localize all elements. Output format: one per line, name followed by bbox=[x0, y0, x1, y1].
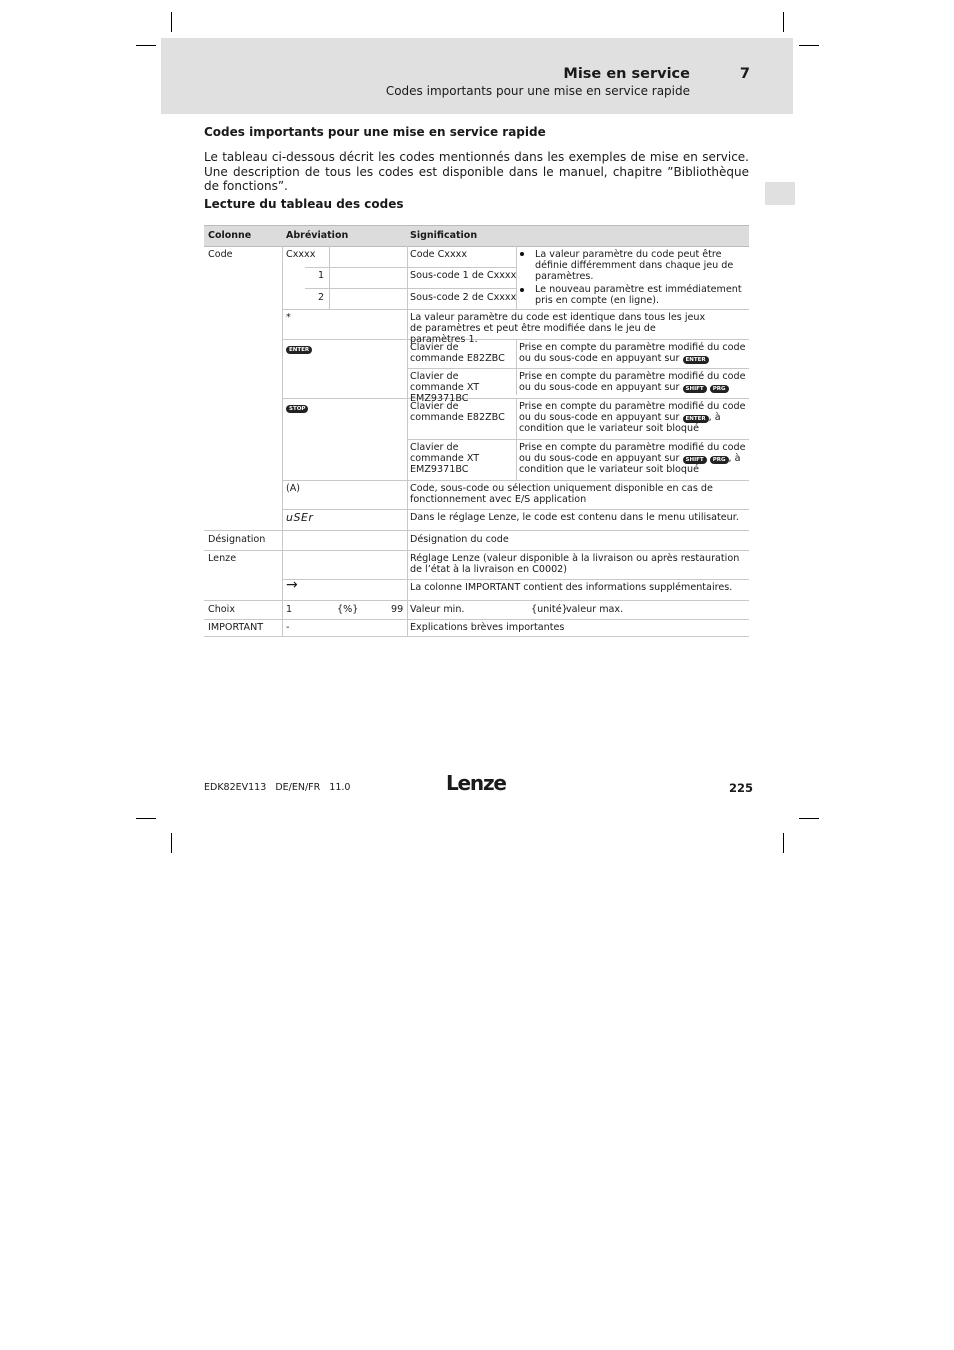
keypad-e82zbc: Clavier de commande E82ZBC bbox=[410, 401, 505, 423]
shift-key-icon: SHIFT bbox=[683, 456, 707, 464]
row-label-lenze: Lenze bbox=[208, 553, 237, 564]
star-description: La valeur paramètre du code est identique dans tous les jeux de paramètres et peut être modifiée dans le jeu de paramètres 1. bbox=[410, 312, 706, 345]
page-number: 225 bbox=[729, 781, 754, 795]
abbr-star: * bbox=[286, 312, 291, 323]
intro-paragraph: Le tableau ci-dessous décrit les codes mentionnés dans les exemples de mise en service. Une description de tous les codes est disponible dans le manuel, chapitre ”Bibliothèque de fonctions”. bbox=[204, 150, 749, 193]
important-description: Explications brèves importantes bbox=[410, 622, 565, 633]
crop-mark bbox=[171, 12, 172, 32]
abbr-cxxxx: Cxxxx bbox=[286, 249, 316, 260]
arrow-description: La colonne IMPORTANT contient des informations supplémentaires. bbox=[410, 582, 733, 593]
row-label-code: Code bbox=[208, 249, 233, 260]
section-heading: Codes importants pour une mise en service rapide bbox=[204, 125, 546, 139]
crop-mark bbox=[783, 12, 784, 32]
page-title: Mise en service bbox=[563, 66, 690, 82]
a-description: Code, sous-code ou sélection uniquement disponible en cas de fonctionnement avec E/S application bbox=[410, 483, 713, 505]
bullet-text: La valeur paramètre du code peut être définie différemment dans chaque jeu de paramètres. bbox=[535, 249, 734, 282]
stop-e82-description: Prise en compte du paramètre modifié du code ou du sous-code en appuyant sur ENTER , à condition que le variateur soit bloqué bbox=[519, 401, 746, 434]
page-header bbox=[161, 38, 793, 114]
arrow-icon: → bbox=[286, 577, 298, 593]
stop-xt-description: Prise en compte du paramètre modifié du code ou du sous-code en appuyant sur SHIFT PRG , à condition que le variateur soit bloqué bbox=[519, 442, 746, 475]
abbr-user: uSEr bbox=[286, 511, 314, 524]
sig-code: Code Cxxxx bbox=[410, 249, 468, 260]
keypad-xt: Clavier de commande XT EMZ9371BC bbox=[410, 442, 480, 475]
header-colonne: Colonne bbox=[208, 230, 252, 241]
lenze-logo: Lenze bbox=[446, 771, 506, 795]
enter-key-icon: ENTER bbox=[683, 415, 709, 423]
crop-mark bbox=[136, 818, 156, 819]
shift-key-icon: SHIFT bbox=[683, 385, 707, 393]
choix-max-label: valeur max. bbox=[566, 604, 624, 615]
crop-mark bbox=[783, 833, 784, 853]
enter-key-icon: ENTER bbox=[286, 343, 312, 354]
enter-e82-description: Prise en compte du paramètre modifié du code ou du sous-code en appuyant sur ENTER bbox=[519, 342, 746, 364]
row-label-choix: Choix bbox=[208, 604, 235, 615]
chapter-tab bbox=[765, 182, 795, 205]
bullet-marker bbox=[520, 288, 524, 292]
sig-sub2: Sous-code 2 de Cxxxx bbox=[410, 292, 517, 303]
enter-key-icon: ENTER bbox=[683, 356, 709, 364]
lenze-description: Réglage Lenze (valeur disponible à la livraison ou après restauration de l’état à la livraison en C0002) bbox=[410, 553, 740, 575]
keypad-e82zbc: Clavier de commande E82ZBC bbox=[410, 342, 505, 364]
bullet-marker bbox=[520, 252, 524, 256]
keypad-xt: Clavier de commande XT EMZ9371BC bbox=[410, 371, 480, 404]
abbr-sub1: 1 bbox=[318, 270, 325, 281]
crop-mark bbox=[171, 833, 172, 853]
crop-mark bbox=[799, 45, 819, 46]
enter-xt-description: Prise en compte du paramètre modifié du code ou du sous-code en appuyant sur SHIFT PRG bbox=[519, 371, 746, 393]
chapter-number: 7 bbox=[739, 66, 750, 82]
header-signification: Signification bbox=[410, 230, 478, 241]
prg-key-icon: PRG bbox=[710, 385, 729, 393]
table-heading: Lecture du tableau des codes bbox=[204, 197, 404, 211]
bullet-text: Le nouveau paramètre est immédiatement pris en compte (en ligne). bbox=[535, 284, 742, 306]
prg-key-icon: PRG bbox=[710, 456, 729, 464]
crop-mark bbox=[799, 818, 819, 819]
choix-min: 1 bbox=[286, 604, 293, 615]
stop-key-icon: STOP bbox=[286, 402, 308, 413]
document-id: EDK82EV113 DE/EN/FR 11.0 bbox=[204, 782, 351, 793]
designation-description: Désignation du code bbox=[410, 534, 509, 545]
header-abreviation: Abréviation bbox=[286, 230, 349, 241]
page-subtitle: Codes importants pour une mise en service rapide bbox=[385, 84, 690, 98]
table-header-row bbox=[204, 225, 749, 247]
row-label-designation: Désignation bbox=[208, 534, 266, 545]
choix-max: 99 bbox=[391, 604, 404, 615]
sig-sub1: Sous-code 1 de Cxxxx bbox=[410, 270, 517, 281]
abbr-sub2: 2 bbox=[318, 292, 325, 303]
crop-mark bbox=[136, 45, 156, 46]
choix-min-label: Valeur min. bbox=[410, 604, 465, 615]
important-abbr: - bbox=[286, 622, 290, 633]
choix-unit: {%} bbox=[337, 604, 359, 615]
abbr-a: (A) bbox=[286, 483, 301, 494]
choix-unit-label: {unité} bbox=[531, 604, 568, 615]
row-label-important: IMPORTANT bbox=[208, 622, 264, 633]
user-description: Dans le réglage Lenze, le code est contenu dans le menu utilisateur. bbox=[410, 512, 739, 523]
